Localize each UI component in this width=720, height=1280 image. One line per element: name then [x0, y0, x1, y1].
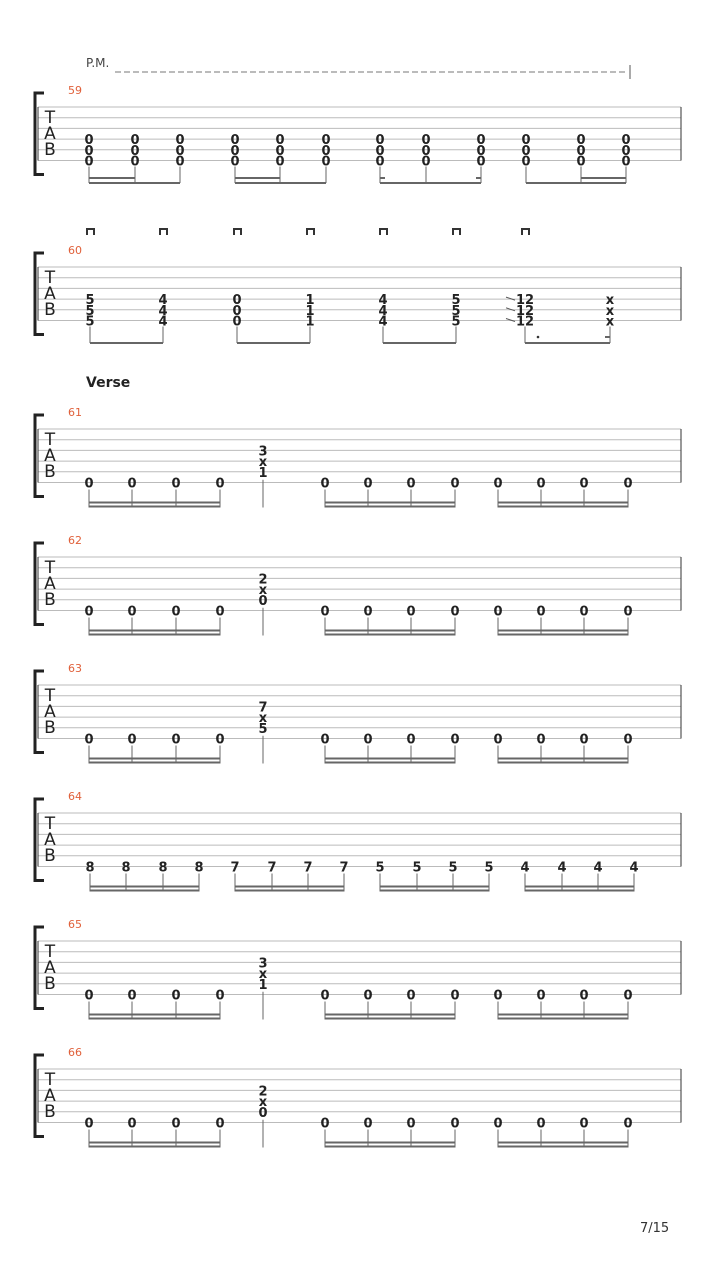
fret-number: 5 — [85, 293, 95, 309]
fret-number: 0 — [84, 1116, 94, 1132]
system-bracket — [35, 543, 44, 625]
fret-number: 0 — [536, 1116, 546, 1132]
fret-number: 0 — [215, 1116, 225, 1132]
measure-number: 63 — [68, 662, 82, 675]
downstroke-mark — [87, 229, 94, 235]
chord-fret-number: 2 — [258, 572, 268, 588]
measure-number: 62 — [68, 534, 82, 547]
system-bracket — [35, 253, 44, 335]
fret-number: 0 — [215, 604, 225, 620]
fret-number: 0 — [171, 476, 181, 492]
fret-number: 0 — [421, 133, 431, 149]
fret-number: 0 — [450, 1116, 460, 1132]
fret-number: 0 — [230, 154, 240, 170]
fret-number: 8 — [85, 860, 95, 876]
fret-number: 0 — [127, 476, 137, 492]
fret-number: 5 — [451, 303, 461, 319]
tab-clef-b: B — [44, 718, 56, 738]
tab-clef-a: A — [44, 124, 56, 144]
chord-fret-number: x — [258, 967, 268, 983]
fret-number: 4 — [629, 860, 639, 876]
fret-number: 7 — [339, 860, 349, 876]
fret-number: 4 — [593, 860, 603, 876]
fret-number: 0 — [623, 988, 633, 1004]
fret-number: 0 — [621, 133, 631, 149]
chord-fret-number: 7 — [258, 700, 268, 716]
fret-number: x — [605, 303, 615, 319]
fret-number: 0 — [579, 988, 589, 1004]
fret-number: 0 — [127, 732, 137, 748]
fret-number: 0 — [275, 133, 285, 149]
downstroke-mark — [160, 229, 167, 235]
section-label: Verse — [86, 375, 131, 391]
fret-number: 0 — [321, 154, 331, 170]
fret-number: 0 — [493, 604, 503, 620]
fret-number: 0 — [493, 988, 503, 1004]
system-bracket — [35, 415, 44, 497]
palm-mute-label: P.M. — [86, 56, 110, 70]
fret-number: 0 — [232, 303, 242, 319]
downstroke-mark — [234, 229, 241, 235]
fret-number: 5 — [85, 314, 95, 330]
fret-number: 0 — [576, 143, 586, 159]
fret-number: 0 — [175, 154, 185, 170]
fret-number: 0 — [579, 604, 589, 620]
fret-number: 1 — [305, 303, 315, 319]
chord-fret-number: 0 — [258, 593, 268, 609]
fret-number: 12 — [515, 293, 535, 309]
tab-clef-a: A — [44, 446, 56, 466]
fret-number: 0 — [84, 154, 94, 170]
chord-fret-number: 5 — [258, 721, 268, 737]
fret-number: 0 — [230, 133, 240, 149]
fret-number: 0 — [476, 133, 486, 149]
fret-number: 0 — [476, 154, 486, 170]
fret-number: 0 — [84, 604, 94, 620]
fret-number: 0 — [621, 154, 631, 170]
downstroke-mark — [453, 229, 460, 235]
fret-number: 0 — [406, 476, 416, 492]
fret-number: 0 — [84, 143, 94, 159]
fret-number: 0 — [521, 154, 531, 170]
chord-fret-number: 3 — [258, 444, 268, 460]
fret-number: 8 — [194, 860, 204, 876]
fret-number: 5 — [484, 860, 494, 876]
fret-number: 4 — [378, 303, 388, 319]
fret-number: 0 — [320, 476, 330, 492]
system-bracket — [35, 799, 44, 881]
tab-clef-t: T — [44, 814, 56, 834]
fret-number: 0 — [215, 988, 225, 1004]
fret-number: 8 — [158, 860, 168, 876]
fret-number: 0 — [406, 1116, 416, 1132]
fret-number: 1 — [305, 314, 315, 330]
fret-number: 0 — [421, 143, 431, 159]
fret-number: 0 — [623, 732, 633, 748]
downstroke-mark — [522, 229, 529, 235]
fret-number: x — [605, 314, 615, 330]
tab-clef-a: A — [44, 958, 56, 978]
fret-number: 7 — [267, 860, 277, 876]
fret-number: 8 — [121, 860, 131, 876]
tab-clef-t: T — [44, 686, 56, 706]
chord-fret-number: 0 — [258, 1105, 268, 1121]
fret-number: 0 — [493, 1116, 503, 1132]
fret-number: 0 — [363, 732, 373, 748]
fret-number: 0 — [521, 143, 531, 159]
fret-number: 0 — [450, 732, 460, 748]
fret-number: 0 — [321, 143, 331, 159]
measure-number: 66 — [68, 1046, 82, 1059]
fret-number: 0 — [579, 476, 589, 492]
fret-number: 0 — [363, 476, 373, 492]
fret-number: 0 — [215, 732, 225, 748]
fret-number: 0 — [375, 143, 385, 159]
fret-number: 0 — [84, 133, 94, 149]
downstroke-mark — [307, 229, 314, 235]
fret-number: 0 — [232, 293, 242, 309]
fret-number: 0 — [576, 154, 586, 170]
tab-clef-b: B — [44, 974, 56, 994]
chord-fret-number: 1 — [258, 465, 268, 481]
tab-clef-a: A — [44, 284, 56, 304]
chord-fret-number: 3 — [258, 956, 268, 972]
chord-fret-number: 1 — [258, 977, 268, 993]
fret-number: 5 — [451, 293, 461, 309]
system-bracket — [35, 1055, 44, 1137]
tab-clef-t: T — [44, 430, 56, 450]
fret-number: 0 — [536, 604, 546, 620]
measure-number: 61 — [68, 406, 82, 419]
system-bracket — [35, 93, 44, 175]
fret-number: 0 — [320, 732, 330, 748]
fret-number: 5 — [375, 860, 385, 876]
fret-number: 4 — [378, 314, 388, 330]
fret-number: 0 — [576, 133, 586, 149]
fret-number: x — [605, 293, 615, 309]
tab-clef-a: A — [44, 574, 56, 594]
fret-number: 7 — [303, 860, 313, 876]
measure-number: 60 — [68, 244, 82, 257]
chord-fret-number: 2 — [258, 1084, 268, 1100]
fret-number: 0 — [130, 143, 140, 159]
system-bracket — [35, 671, 44, 753]
fret-number: 4 — [378, 293, 388, 309]
fret-number: 0 — [493, 476, 503, 492]
fret-number: 0 — [363, 988, 373, 1004]
fret-number: 0 — [171, 604, 181, 620]
fret-number: 0 — [375, 133, 385, 149]
fret-number: 0 — [450, 476, 460, 492]
measure-number: 65 — [68, 918, 82, 931]
fret-number: 0 — [579, 732, 589, 748]
fret-number: 0 — [127, 604, 137, 620]
fret-number: 0 — [476, 143, 486, 159]
tab-clef-b: B — [44, 462, 56, 482]
fret-number: 12 — [515, 303, 535, 319]
fret-number: 1 — [305, 293, 315, 309]
downstroke-mark — [380, 229, 387, 235]
fret-number: 0 — [450, 988, 460, 1004]
fret-number: 0 — [171, 732, 181, 748]
tab-clef-a: A — [44, 830, 56, 850]
fret-number: 0 — [536, 988, 546, 1004]
tab-clef-t: T — [44, 1070, 56, 1090]
tab-clef-a: A — [44, 702, 56, 722]
fret-number: 4 — [158, 314, 168, 330]
fret-number: 12 — [515, 314, 535, 330]
fret-number: 0 — [493, 732, 503, 748]
tab-clef-b: B — [44, 846, 56, 866]
fret-number: 0 — [275, 143, 285, 159]
fret-number: 0 — [363, 604, 373, 620]
fret-number: 0 — [421, 154, 431, 170]
fret-number: 0 — [171, 1116, 181, 1132]
fret-number: 0 — [521, 133, 531, 149]
fret-number: 0 — [321, 133, 331, 149]
fret-number: 0 — [320, 988, 330, 1004]
fret-number: 4 — [557, 860, 567, 876]
fret-number: 0 — [375, 154, 385, 170]
fret-number: 0 — [127, 1116, 137, 1132]
fret-number: 0 — [320, 604, 330, 620]
fret-number: 0 — [406, 732, 416, 748]
fret-number: 4 — [158, 293, 168, 309]
fret-number: 0 — [84, 988, 94, 1004]
fret-number: 0 — [130, 154, 140, 170]
fret-number: 0 — [215, 476, 225, 492]
tab-clef-b: B — [44, 1102, 56, 1122]
fret-number: 0 — [579, 1116, 589, 1132]
fret-number: 5 — [451, 314, 461, 330]
fret-number: 0 — [621, 143, 631, 159]
tab-clef-b: B — [44, 590, 56, 610]
fret-number: 0 — [623, 1116, 633, 1132]
fret-number: 5 — [85, 303, 95, 319]
fret-number: 0 — [536, 732, 546, 748]
tab-clef-t: T — [44, 558, 56, 578]
fret-number: 0 — [536, 476, 546, 492]
fret-number: 0 — [406, 604, 416, 620]
page-number: 7/15 — [640, 1221, 670, 1236]
fret-number: 5 — [412, 860, 422, 876]
tab-clef-t: T — [44, 108, 56, 128]
fret-number: 0 — [127, 988, 137, 1004]
fret-number: 0 — [130, 133, 140, 149]
fret-number: 0 — [175, 133, 185, 149]
fret-number: 0 — [363, 1116, 373, 1132]
fret-number: 4 — [520, 860, 530, 876]
fret-number: 0 — [171, 988, 181, 1004]
measure-number: 59 — [68, 84, 82, 97]
fret-number: 0 — [406, 988, 416, 1004]
chord-fret-number: x — [258, 455, 268, 471]
fret-number: 0 — [623, 604, 633, 620]
chord-fret-number: x — [258, 711, 268, 727]
fret-number: 0 — [84, 476, 94, 492]
chord-fret-number: x — [258, 583, 268, 599]
fret-number: 0 — [232, 314, 242, 330]
fret-number: 0 — [175, 143, 185, 159]
fret-number: 0 — [450, 604, 460, 620]
fret-number: 0 — [623, 476, 633, 492]
tab-clef-b: B — [44, 300, 56, 320]
dot — [537, 336, 540, 339]
measure-number: 64 — [68, 790, 82, 803]
fret-number: 5 — [448, 860, 458, 876]
fret-number: 0 — [84, 732, 94, 748]
fret-number: 0 — [320, 1116, 330, 1132]
fret-number: 0 — [275, 154, 285, 170]
tab-clef-b: B — [44, 140, 56, 160]
fret-number: 4 — [158, 303, 168, 319]
tab-clef-t: T — [44, 942, 56, 962]
fret-number: 7 — [230, 860, 240, 876]
tab-clef-t: T — [44, 268, 56, 288]
tab-clef-a: A — [44, 1086, 56, 1106]
system-bracket — [35, 927, 44, 1009]
fret-number: 0 — [230, 143, 240, 159]
chord-fret-number: x — [258, 1095, 268, 1111]
